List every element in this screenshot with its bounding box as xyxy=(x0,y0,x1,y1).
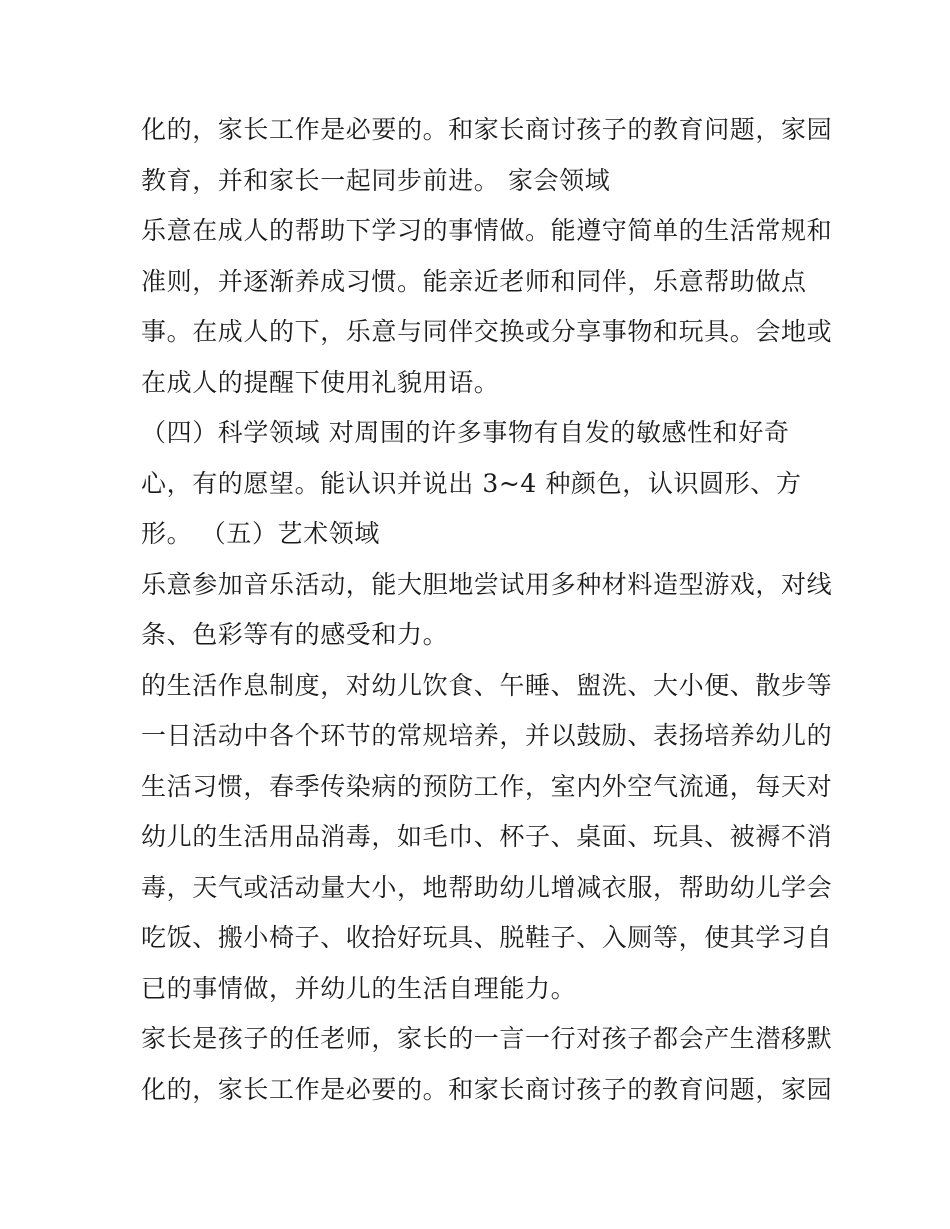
text-line: （四）科学领域 对周围的许多事物有自发的敏感性和好奇 xyxy=(141,418,790,447)
text-line: 心，有的愿望。能认识并说出 3~4 种颜色，认识圆形、方 xyxy=(141,469,802,498)
text-line: 家长是孩子的任老师，家长的一言一行对孩子都会产生潜移默 xyxy=(141,1024,833,1053)
text-line: 教育，并和家长一起同步前进。 家会领域 xyxy=(141,166,611,195)
text-line: 一日活动中各个环节的常规培养，并以鼓励、表扬培养幼儿的 xyxy=(141,721,833,750)
text-line: 吃饭、搬小椅子、收拾好玩具、脱鞋子、入厕等，使其学习自 xyxy=(141,923,833,952)
text-line: 形。 （五）艺术领域 xyxy=(141,519,380,548)
text-line: 准则，并逐渐养成习惯。能亲近老师和同伴，乐意帮助做点 xyxy=(141,267,807,296)
text-line: 化的，家长工作是必要的。和家长商讨孩子的教育问题，家园 xyxy=(141,115,833,144)
text-line: 乐意在成人的帮助下学习的事情做。能遵守简单的生活常规和 xyxy=(141,216,833,245)
text-line: 事。在成人的下，乐意与同伴交换或分享事物和玩具。会地或 xyxy=(141,317,833,346)
text-line: 在成人的提醒下使用礼貌用语。 xyxy=(141,368,500,397)
text-line: 毒，天气或活动量大小，地帮助幼儿增减衣服，帮助幼儿学会 xyxy=(141,873,833,902)
text-line: 已的事情做，并幼儿的生活自理能力。 xyxy=(141,974,577,1003)
text-line: 乐意参加音乐活动，能大胆地尝试用多种材料造型游戏，对线 xyxy=(141,570,833,599)
text-line: 生活习惯，春季传染病的预防工作，室内外空气流通，每天对 xyxy=(141,772,833,801)
text-line: 化的，家长工作是必要的。和家长商讨孩子的教育问题，家园 xyxy=(141,1075,833,1104)
text-line: 幼儿的生活用品消毒，如毛巾、杯子、桌面、玩具、被褥不消 xyxy=(141,822,833,851)
text-line: 的生活作息制度，对幼儿饮食、午睡、盥洗、大小便、散步等 xyxy=(141,671,833,700)
text-line: 条、色彩等有的感受和力。 xyxy=(141,620,449,649)
